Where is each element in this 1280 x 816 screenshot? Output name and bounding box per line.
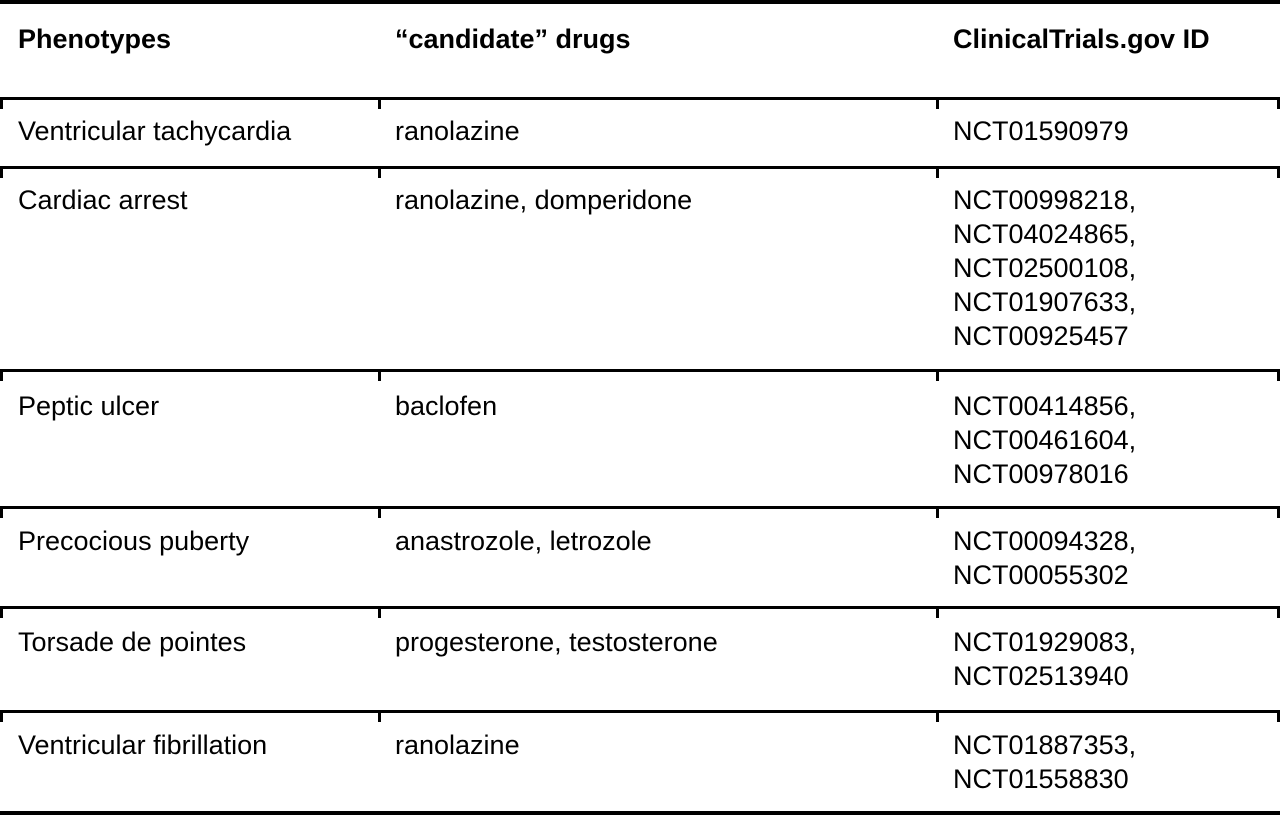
trial-id: NCT00925457 <box>953 321 1129 351</box>
drugs-cell: ranolazine <box>395 116 520 146</box>
trial-id: NCT01929083, <box>953 627 1137 657</box>
trial-ids-cell <box>953 728 1136 796</box>
trial-ids-cell <box>953 625 1136 693</box>
trial-id: NCT00998218, <box>953 185 1137 215</box>
table-top-rule <box>0 0 1280 4</box>
trial-id: NCT01590979 <box>953 116 1129 146</box>
header-candidate-drugs: “candidate” drugs <box>395 24 631 54</box>
trial-id: NCT00055302 <box>953 560 1129 590</box>
trial-id: NCT01907633, <box>953 287 1137 317</box>
row-separator <box>0 710 1280 713</box>
trial-id: NCT01558830 <box>953 764 1129 794</box>
table-bottom-rule <box>0 811 1280 815</box>
row-separator <box>0 606 1280 609</box>
trial-ids-cell <box>953 524 1136 592</box>
phenotype-cell: Torsade de pointes <box>18 627 247 657</box>
trial-id: NCT00414856, <box>953 391 1137 421</box>
drugs-cell: ranolazine <box>395 730 520 760</box>
trial-id: NCT00978016 <box>953 459 1129 489</box>
phenotype-cell: Ventricular tachycardia <box>18 116 292 146</box>
trial-id: NCT00094328, <box>953 526 1137 556</box>
row-separator <box>0 369 1280 372</box>
drugs-cell: ranolazine, domperidone <box>395 185 693 215</box>
trial-ids-cell <box>953 183 1136 353</box>
trial-ids-cell <box>953 389 1136 491</box>
trial-id: NCT02500108, <box>953 253 1137 283</box>
trial-id: NCT01887353, <box>953 730 1137 760</box>
drugs-cell: progesterone, testosterone <box>395 627 718 657</box>
header-phenotypes: Phenotypes <box>18 24 172 54</box>
trial-id: NCT00461604, <box>953 425 1137 455</box>
phenotype-cell: Peptic ulcer <box>18 391 160 421</box>
row-separator <box>0 97 1280 100</box>
phenotype-cell: Precocious puberty <box>18 526 250 556</box>
phenotype-cell: Ventricular fibrillation <box>18 730 268 760</box>
phenotype-cell: Cardiac arrest <box>18 185 188 215</box>
header-clinicaltrials-id: ClinicalTrials.gov ID <box>953 24 1210 54</box>
row-separator <box>0 166 1280 169</box>
trial-ids-cell <box>953 114 1129 148</box>
row-separator <box>0 506 1280 509</box>
drugs-cell: anastrozole, letrozole <box>395 526 652 556</box>
trial-id: NCT02513940 <box>953 661 1129 691</box>
drugs-cell: baclofen <box>395 391 498 421</box>
trial-id: NCT04024865, <box>953 219 1137 249</box>
